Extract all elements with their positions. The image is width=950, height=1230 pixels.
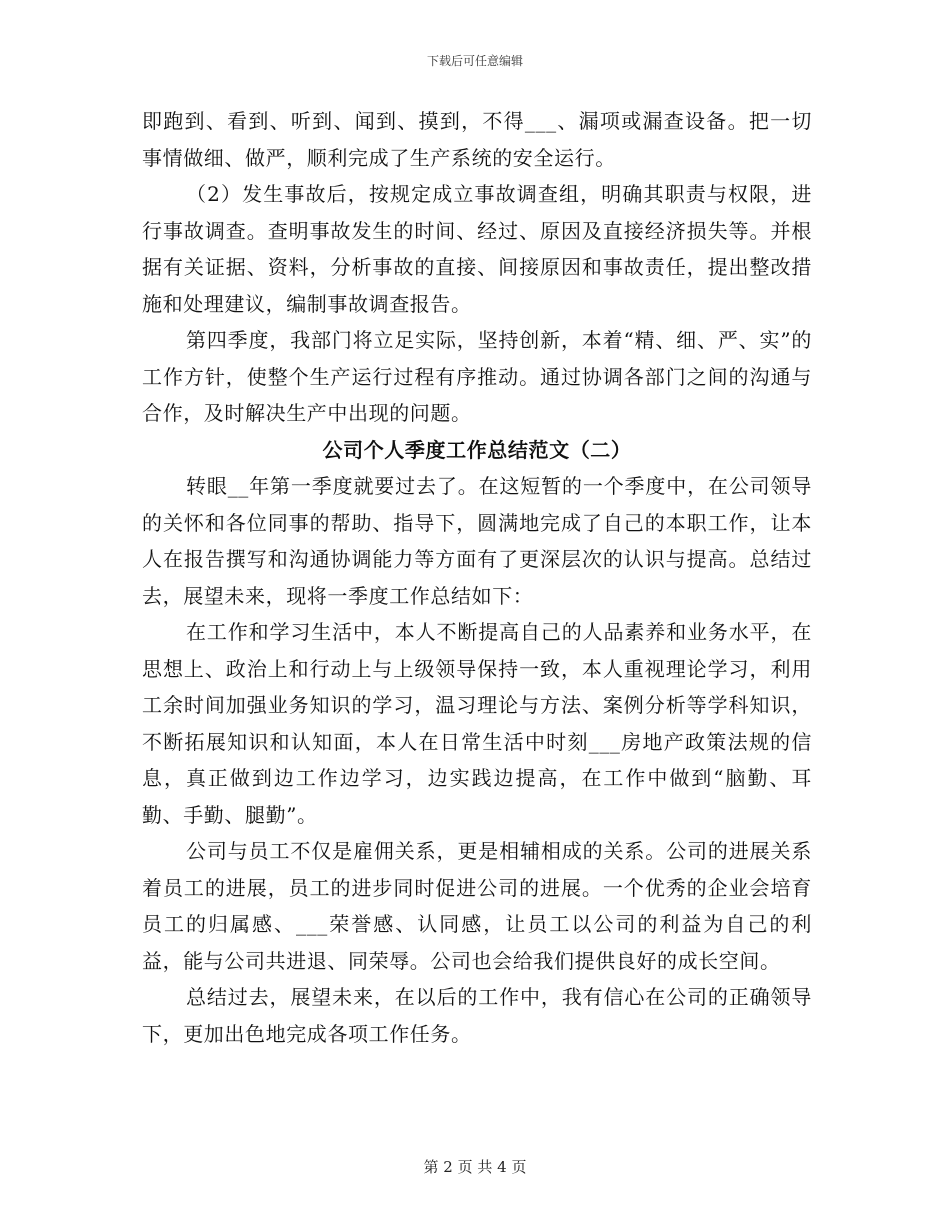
body-paragraph: 在工作和学习生活中，本人不断提高自己的人品素养和业务水平，在思想上、政治上和行动上与上级领导保持一致，本人重视理论学习，利用工余时间加强业务知识的学习，温习理论与方法、案例分析等学科知识，不断拓展知识和认知面，本人在日常生活中时刻___房地产政策法规的信息，真正做到边工作边学习，边实践边提高，在工作中做到“脑勤、耳勤、手勤、腿勤”。 <box>142 620 812 827</box>
section-title: 公司个人季度工作总结范文（二） <box>322 437 632 462</box>
page-number: 第 2 页 共 4 页 <box>423 1158 527 1176</box>
body-paragraph: 即跑到、看到、听到、闻到、摸到，不得___、漏项或漏查设备。把一切事情做细、做严，顺利完成了生产系统的安全运行。 <box>142 109 812 170</box>
body-paragraph: 总结过去，展望未来，在以后的工作中，我有信心在公司的正确领导下，更加出色地完成各项工作任务。 <box>142 985 812 1046</box>
page-header: 下载后可任意编辑 <box>426 54 523 68</box>
body-paragraph: 转眼__年第一季度就要过去了。在这短暂的一个季度中，在公司领导的关怀和各位同事的帮助、指导下，圆满地完成了自己的本职工作，让本人在报告撰写和沟通协调能力等方面有了更深层次的认识与提高。总结过去，展望未来，现将一季度工作总结如下： <box>142 474 812 608</box>
document-body <box>142 103 812 1052</box>
body-paragraph: 第四季度，我部门将立足实际，坚持创新，本着“精、细、严、实”的工作方针，使整个生产运行过程有序推动。通过协调各部门之间的沟通与合作，及时解决生产中出现的问题。 <box>142 328 812 425</box>
body-paragraph: 公司与员工不仅是雇佣关系，更是相辅相成的关系。公司的进展关系着员工的进展，员工的进步同时促进公司的进展。一个优秀的企业会培育员工的归属感、___荣誉感、认同感，让员工以公司的利益为自己的利益，能与公司共进退、同荣辱。公司也会给我们提供良好的成长空间。 <box>142 839 812 973</box>
body-paragraph: （2）发生事故后，按规定成立事故调查组，明确其职责与权限，进行事故调查。查明事故发生的时间、经过、原因及直接经济损失等。并根据有关证据、资料，分析事故的直接、间接原因和事故责任，提出整改措施和处理建议，编制事故调查报告。 <box>142 182 812 316</box>
